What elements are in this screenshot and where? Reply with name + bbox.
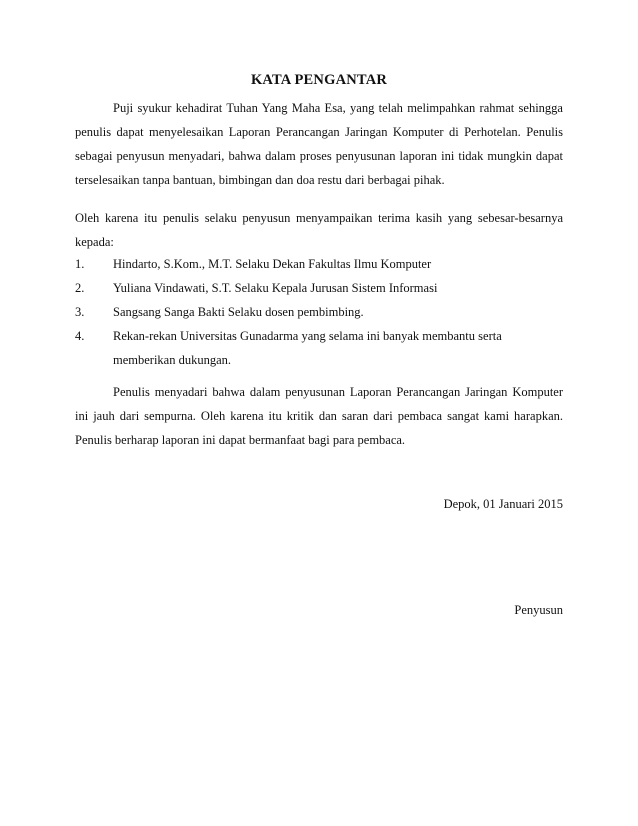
list-number: 1. <box>75 257 85 271</box>
acknowledgement-list <box>75 252 563 372</box>
opening-paragraph: Puji syukur kehadirat Tuhan Yang Maha Esa, yang telah melimpahkan rahmat sehingga penulis dapat menyelesaikan Laporan Perancangan Jaringan Komputer di Perhotelan. Penulis sebagai penyusun menyadari, bahwa dalam proses penyusunan laporan ini tidak mungkin dapat terselesaikan tanpa bantuan, bimbingan dan doa restu dari berbagai pihak. <box>75 101 563 187</box>
list-item-text: Rekan-rekan Universitas Gunadarma yang selama ini banyak membantu serta memberikan dukungan. <box>113 329 502 367</box>
list-item <box>75 300 563 324</box>
list-item <box>75 324 563 372</box>
list-number: 2. <box>75 281 85 295</box>
date-line: Depok, 01 Januari 2015 <box>443 497 563 511</box>
thanks-paragraph: Oleh karena itu penulis selaku penyusun menyampaikan terima kasih yang sebesar-besarnya kepada: <box>75 211 563 249</box>
page-title: KATA PENGANTAR <box>250 72 388 88</box>
list-number: 3. <box>75 305 85 319</box>
list-item-text: Sangsang Sanga Bakti Selaku dosen pembimbing. <box>113 305 364 319</box>
closing-paragraph: Penulis menyadari bahwa dalam penyusunan Laporan Perancangan Jaringan Komputer ini jauh dari sempurna. Oleh karena itu kritik dan saran dari pembaca sangat kami harapkan. Penulis berharap laporan ini dapat bermanfaat bagi para pembaca. <box>75 385 563 447</box>
list-item-text: Yuliana Vindawati, S.T. Selaku Kepala Jurusan Sistem Informasi <box>113 281 438 295</box>
list-number: 4. <box>75 329 85 343</box>
list-item <box>75 276 563 300</box>
signature-line: Penyusun <box>514 603 563 617</box>
list-item-text: Hindarto, S.Kom., M.T. Selaku Dekan Fakultas Ilmu Komputer <box>113 257 432 271</box>
list-item <box>75 252 563 276</box>
